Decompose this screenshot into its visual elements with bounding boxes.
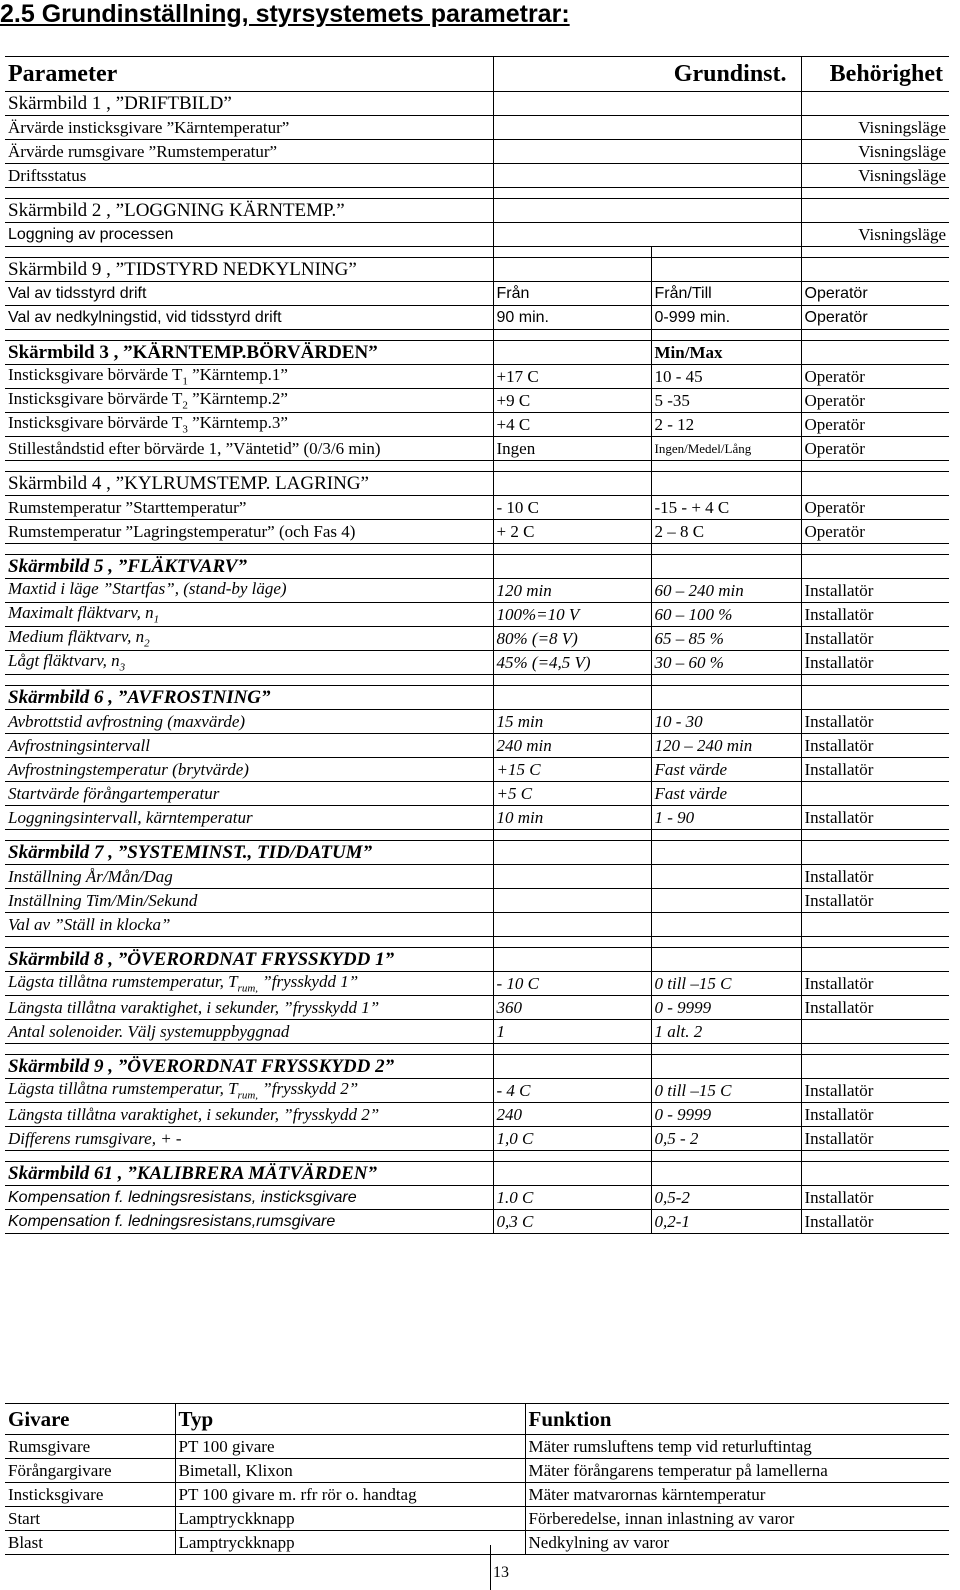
param-cell: Driftsstatus xyxy=(5,164,493,188)
givare-table xyxy=(5,1403,949,1555)
grundinst-cell: - 10 C xyxy=(493,972,651,996)
table-row xyxy=(5,1020,949,1044)
minmax-cell: Från/Till xyxy=(651,282,801,306)
param-cell: Avfrostningsintervall xyxy=(5,734,493,758)
table-row xyxy=(5,1531,949,1555)
param-cell: Maxtid i läge ”Startfas”, (stand-by läge) xyxy=(5,579,493,603)
grundinst-cell: 15 min xyxy=(493,710,651,734)
param-cell: Rumstemperatur ”Starttemperatur” xyxy=(5,496,493,520)
table-row xyxy=(5,1186,949,1210)
spacer-row xyxy=(5,1151,949,1162)
minmax-cell: 65 – 85 % xyxy=(651,627,801,651)
grundinst-cell: +4 C xyxy=(493,413,651,437)
givare-cell: Rumsgivare xyxy=(5,1435,175,1459)
section-heading xyxy=(5,92,949,116)
givare-header-row xyxy=(5,1404,949,1435)
grundinst-cell: Ingen xyxy=(493,437,651,461)
minmax-cell: 0 till –15 C xyxy=(651,1079,801,1103)
behorighet-cell: Installatör xyxy=(801,1210,949,1234)
section-title-s9a: Skärmbild 9 , ”TIDSTYRD NEDKYLNING” xyxy=(5,258,493,282)
minmax-cell: 10 - 45 xyxy=(651,365,801,389)
param-cell: Antal solenoider. Välj systemuppbyggnad xyxy=(5,1020,493,1044)
spacer-row xyxy=(5,937,949,948)
minmax-cell: Fast värde xyxy=(651,782,801,806)
param-cell: Insticksgivare börvärde $T_3$ ”Kärntemp.3” xyxy=(5,413,493,437)
section-heading xyxy=(5,555,949,579)
grundinst-cell: +5 C xyxy=(493,782,651,806)
param-cell: Ärvärde rumsgivare ”Rumstemperatur” xyxy=(5,140,493,164)
table-row xyxy=(5,806,949,830)
table-row xyxy=(5,520,949,544)
table-row xyxy=(5,758,949,782)
behorighet-cell: Operatör xyxy=(801,413,949,437)
section-heading xyxy=(5,841,949,865)
typ-cell: Lamptryckknapp xyxy=(175,1507,525,1531)
minmax-cell: 2 – 8 C xyxy=(651,520,801,544)
behorighet-cell: Operatör xyxy=(801,365,949,389)
typ-cell: Lamptryckknapp xyxy=(175,1531,525,1555)
param-cell: Lågt fläktvarv, $n_3$ xyxy=(5,651,493,675)
funktion-cell: Förberedelse, innan inlastning av varor xyxy=(525,1507,949,1531)
table-row xyxy=(5,889,949,913)
param-cell: Val av tidsstyrd drift xyxy=(5,282,493,306)
table-row xyxy=(5,996,949,1020)
param-cell: Avfrostningstemperatur (brytvärde) xyxy=(5,758,493,782)
table-row xyxy=(5,164,949,188)
grundinst-cell: 360 xyxy=(493,996,651,1020)
param-cell: Maximalt fläktvarv, $n_1$ xyxy=(5,603,493,627)
grundinst-cell: +9 C xyxy=(493,389,651,413)
section-heading xyxy=(5,199,949,223)
behorighet-cell: Installatör xyxy=(801,758,949,782)
divider-line xyxy=(490,1545,491,1590)
behorighet-cell: Installatör xyxy=(801,1079,949,1103)
grundinst-cell: 240 xyxy=(493,1103,651,1127)
table-row xyxy=(5,365,949,389)
table-row xyxy=(5,603,949,627)
table-row xyxy=(5,782,949,806)
section-heading xyxy=(5,1055,949,1079)
typ-cell: Bimetall, Klixon xyxy=(175,1459,525,1483)
param-cell: Differens rumsgivare, + - xyxy=(5,1127,493,1151)
param-cell: Val av nedkylningstid, vid tidsstyrd drift xyxy=(5,306,493,330)
behorighet-cell: Operatör xyxy=(801,496,949,520)
behorighet-cell: Installatör xyxy=(801,1103,949,1127)
parameter-table xyxy=(5,56,949,1234)
param-cell: Startvärde förångartemperatur xyxy=(5,782,493,806)
param-cell: Insticksgivare börvärde $T_1$ ”Kärntemp.1” xyxy=(5,365,493,389)
grundinst-cell: +17 C xyxy=(493,365,651,389)
table-row xyxy=(5,1435,949,1459)
table-row xyxy=(5,972,949,996)
behorighet-cell: Installatör xyxy=(801,996,949,1020)
section-heading xyxy=(5,686,949,710)
typ-cell: PT 100 givare m. rfr rör o. handtag xyxy=(175,1483,525,1507)
funktion-cell: Nedkylning av varor xyxy=(525,1531,949,1555)
section-title-s7: Skärmbild 7 , ”SYSTEMINST., TID/DATUM” xyxy=(5,841,493,865)
minmax-cell: 120 – 240 min xyxy=(651,734,801,758)
section-title-s61: Skärmbild 61 , ”KALIBRERA MÄTVÄRDEN” xyxy=(5,1162,493,1186)
table-row xyxy=(5,1507,949,1531)
header-typ: Typ xyxy=(175,1404,525,1435)
minmax-cell: 0 - 9999 xyxy=(651,996,801,1020)
header-funktion: Funktion xyxy=(525,1404,949,1435)
section-title: 2.5 Grundinställning, styrsystemets parametrar: xyxy=(0,0,570,28)
param-cell: Kompensation f. ledningsresistans,rumsgivare xyxy=(5,1210,493,1234)
grundinst-cell: 240 min xyxy=(493,734,651,758)
behorighet-cell: Installatör xyxy=(801,865,949,889)
param-cell: Ärvärde insticksgivare ”Kärntemperatur” xyxy=(5,116,493,140)
table-row xyxy=(5,389,949,413)
grundinst-cell: 1,0 C xyxy=(493,1127,651,1151)
param-cell: Stilleståndstid efter börvärde 1, ”Väntetid” (0/3/6 min) xyxy=(5,437,493,461)
behorighet-cell: Installatör xyxy=(801,627,949,651)
grundinst-cell: Från xyxy=(493,282,651,306)
table-row xyxy=(5,1127,949,1151)
behorighet-cell: Operatör xyxy=(801,306,949,330)
header-parameter: Parameter xyxy=(5,57,493,92)
table-row xyxy=(5,437,949,461)
section-title-s6: Skärmbild 6 , ”AVFROSTNING” xyxy=(5,686,493,710)
funktion-cell: Mäter rumsluftens temp vid returluftintag xyxy=(525,1435,949,1459)
grundinst-cell: 90 min. xyxy=(493,306,651,330)
param-cell: Lägsta tillåtna rumstemperatur, $T_{rum,}$ ”frysskydd 1” xyxy=(5,972,493,996)
section-heading xyxy=(5,472,949,496)
givare-cell: Blast xyxy=(5,1531,175,1555)
behorighet-cell: Operatör xyxy=(801,389,949,413)
table-row xyxy=(5,1483,949,1507)
minmax-cell: 0-999 min. xyxy=(651,306,801,330)
header-behorighet: Behörighet xyxy=(801,57,949,92)
givare-cell: Start xyxy=(5,1507,175,1531)
table-row xyxy=(5,627,949,651)
grundinst-cell: +15 C xyxy=(493,758,651,782)
minmax-label: Min/Max xyxy=(651,341,801,365)
table-row xyxy=(5,1210,949,1234)
grundinst-cell: 120 min xyxy=(493,579,651,603)
minmax-cell: 60 – 240 min xyxy=(651,579,801,603)
spacer-row xyxy=(5,1044,949,1055)
minmax-cell: 0 - 9999 xyxy=(651,1103,801,1127)
param-cell: Rumstemperatur ”Lagringstemperatur” (och Fas 4) xyxy=(5,520,493,544)
param-cell: Inställning År/Mån/Dag xyxy=(5,865,493,889)
minmax-cell: 0 till –15 C xyxy=(651,972,801,996)
table-row xyxy=(5,913,949,937)
spacer-row xyxy=(5,247,949,258)
grundinst-cell: - 10 C xyxy=(493,496,651,520)
behorighet-cell: Installatör xyxy=(801,734,949,758)
section-heading xyxy=(5,258,949,282)
behorighet-cell: Installatör xyxy=(801,1127,949,1151)
behorighet-cell: Installatör xyxy=(801,579,949,603)
spacer-row xyxy=(5,544,949,555)
grundinst-cell: 1.0 C xyxy=(493,1186,651,1210)
behorighet-cell: Installatör xyxy=(801,603,949,627)
behorighet-cell xyxy=(801,913,949,937)
grundinst-cell: - 4 C xyxy=(493,1079,651,1103)
param-cell: Medium fläktvarv, $n_2$ xyxy=(5,627,493,651)
section-heading xyxy=(5,948,949,972)
param-cell: Längsta tillåtna varaktighet, i sekunder, ”frysskydd 2” xyxy=(5,1103,493,1127)
grundinst-cell: + 2 C xyxy=(493,520,651,544)
behorighet-cell: Visningsläge xyxy=(801,223,949,247)
section-heading xyxy=(5,1162,949,1186)
param-cell: Loggningsintervall, kärntemperatur xyxy=(5,806,493,830)
minmax-cell: Fast värde xyxy=(651,758,801,782)
table-row xyxy=(5,223,949,247)
minmax-cell: 0,5 - 2 xyxy=(651,1127,801,1151)
minmax-cell: 1 - 90 xyxy=(651,806,801,830)
param-cell: Val av ”Ställ in klocka” xyxy=(5,913,493,937)
param-cell: Längsta tillåtna varaktighet, i sekunder, ”frysskydd 1” xyxy=(5,996,493,1020)
param-cell: Insticksgivare börvärde $T_2$ ”Kärntemp.2” xyxy=(5,389,493,413)
spacer-row xyxy=(5,675,949,686)
grundinst-cell: 45% (=4,5 V) xyxy=(493,651,651,675)
table-row xyxy=(5,710,949,734)
minmax-cell: 0,5-2 xyxy=(651,1186,801,1210)
table-row xyxy=(5,140,949,164)
section-title-s8: Skärmbild 8 , ”ÖVERORDNAT FRYSSKYDD 1” xyxy=(5,948,493,972)
section-title-s5: Skärmbild 5 , ”FLÄKTVARV” xyxy=(5,555,493,579)
table-row xyxy=(5,413,949,437)
behorighet-cell: Installatör xyxy=(801,1186,949,1210)
section-title-s2: Skärmbild 2 , ”LOGGNING KÄRNTEMP.” xyxy=(5,199,493,223)
table-row xyxy=(5,734,949,758)
behorighet-cell: Operatör xyxy=(801,520,949,544)
page-number: 13 xyxy=(493,1564,509,1581)
table-row xyxy=(5,496,949,520)
funktion-cell: Mäter förångarens temperatur på lamellerna xyxy=(525,1459,949,1483)
table-row xyxy=(5,306,949,330)
grundinst-cell: 0,3 C xyxy=(493,1210,651,1234)
behorighet-cell: Installatör xyxy=(801,806,949,830)
table-row xyxy=(5,579,949,603)
grundinst-cell: 80% (=8 V) xyxy=(493,627,651,651)
grundinst-cell: 10 min xyxy=(493,806,651,830)
minmax-cell: 5 -35 xyxy=(651,389,801,413)
header-grundinst: Grundinst. xyxy=(493,57,801,92)
table-row xyxy=(5,865,949,889)
givare-cell: Förångargivare xyxy=(5,1459,175,1483)
minmax-cell: 30 – 60 % xyxy=(651,651,801,675)
minmax-cell: 2 - 12 xyxy=(651,413,801,437)
param-cell: Kompensation f. ledningsresistans, insticksgivare xyxy=(5,1186,493,1210)
param-cell: Avbrottstid avfrostning (maxvärde) xyxy=(5,710,493,734)
behorighet-cell xyxy=(801,782,949,806)
behorighet-cell: Visningsläge xyxy=(801,140,949,164)
header-givare: Givare xyxy=(5,1404,175,1435)
minmax-cell: Ingen/Medel/Lång xyxy=(651,437,801,461)
behorighet-cell: Installatör xyxy=(801,710,949,734)
minmax-cell: 10 - 30 xyxy=(651,710,801,734)
grundinst-cell: 100%=10 V xyxy=(493,603,651,627)
section-title-s9b: Skärmbild 9 , ”ÖVERORDNAT FRYSSKYDD 2” xyxy=(5,1055,493,1079)
param-cell: Lägsta tillåtna rumstemperatur, $T_{rum,}$ ”frysskydd 2” xyxy=(5,1079,493,1103)
spacer-row xyxy=(5,188,949,199)
param-cell: Loggning av processen xyxy=(5,223,493,247)
table-header-row xyxy=(5,57,949,92)
givare-cell: Insticksgivare xyxy=(5,1483,175,1507)
section-title-s4: Skärmbild 4 , ”KYLRUMSTEMP. LAGRING” xyxy=(5,472,493,496)
section-title-s3: Skärmbild 3 , ”KÄRNTEMP.BÖRVÄRDEN” xyxy=(5,341,493,365)
behorighet-cell: Operatör xyxy=(801,282,949,306)
table-row xyxy=(5,282,949,306)
spacer-row xyxy=(5,330,949,341)
behorighet-cell: Visningsläge xyxy=(801,164,949,188)
funktion-cell: Mäter matvarornas kärntemperatur xyxy=(525,1483,949,1507)
table-row xyxy=(5,1103,949,1127)
behorighet-cell: Installatör xyxy=(801,889,949,913)
behorighet-cell: Installatör xyxy=(801,651,949,675)
section-heading xyxy=(5,341,949,365)
behorighet-cell xyxy=(801,1020,949,1044)
behorighet-cell: Visningsläge xyxy=(801,116,949,140)
param-cell: Inställning Tim/Min/Sekund xyxy=(5,889,493,913)
grundinst-cell: 1 xyxy=(493,1020,651,1044)
table-row xyxy=(5,116,949,140)
minmax-cell: -15 - + 4 C xyxy=(651,496,801,520)
section-title-s1: Skärmbild 1 , ”DRIFTBILD” xyxy=(5,92,493,116)
minmax-cell: 0,2-1 xyxy=(651,1210,801,1234)
behorighet-cell: Operatör xyxy=(801,437,949,461)
minmax-cell: 1 alt. 2 xyxy=(651,1020,801,1044)
table-row xyxy=(5,651,949,675)
table-row xyxy=(5,1079,949,1103)
spacer-row xyxy=(5,830,949,841)
minmax-cell: 60 – 100 % xyxy=(651,603,801,627)
behorighet-cell: Installatör xyxy=(801,972,949,996)
table-row xyxy=(5,1459,949,1483)
spacer-row xyxy=(5,461,949,472)
typ-cell: PT 100 givare xyxy=(175,1435,525,1459)
